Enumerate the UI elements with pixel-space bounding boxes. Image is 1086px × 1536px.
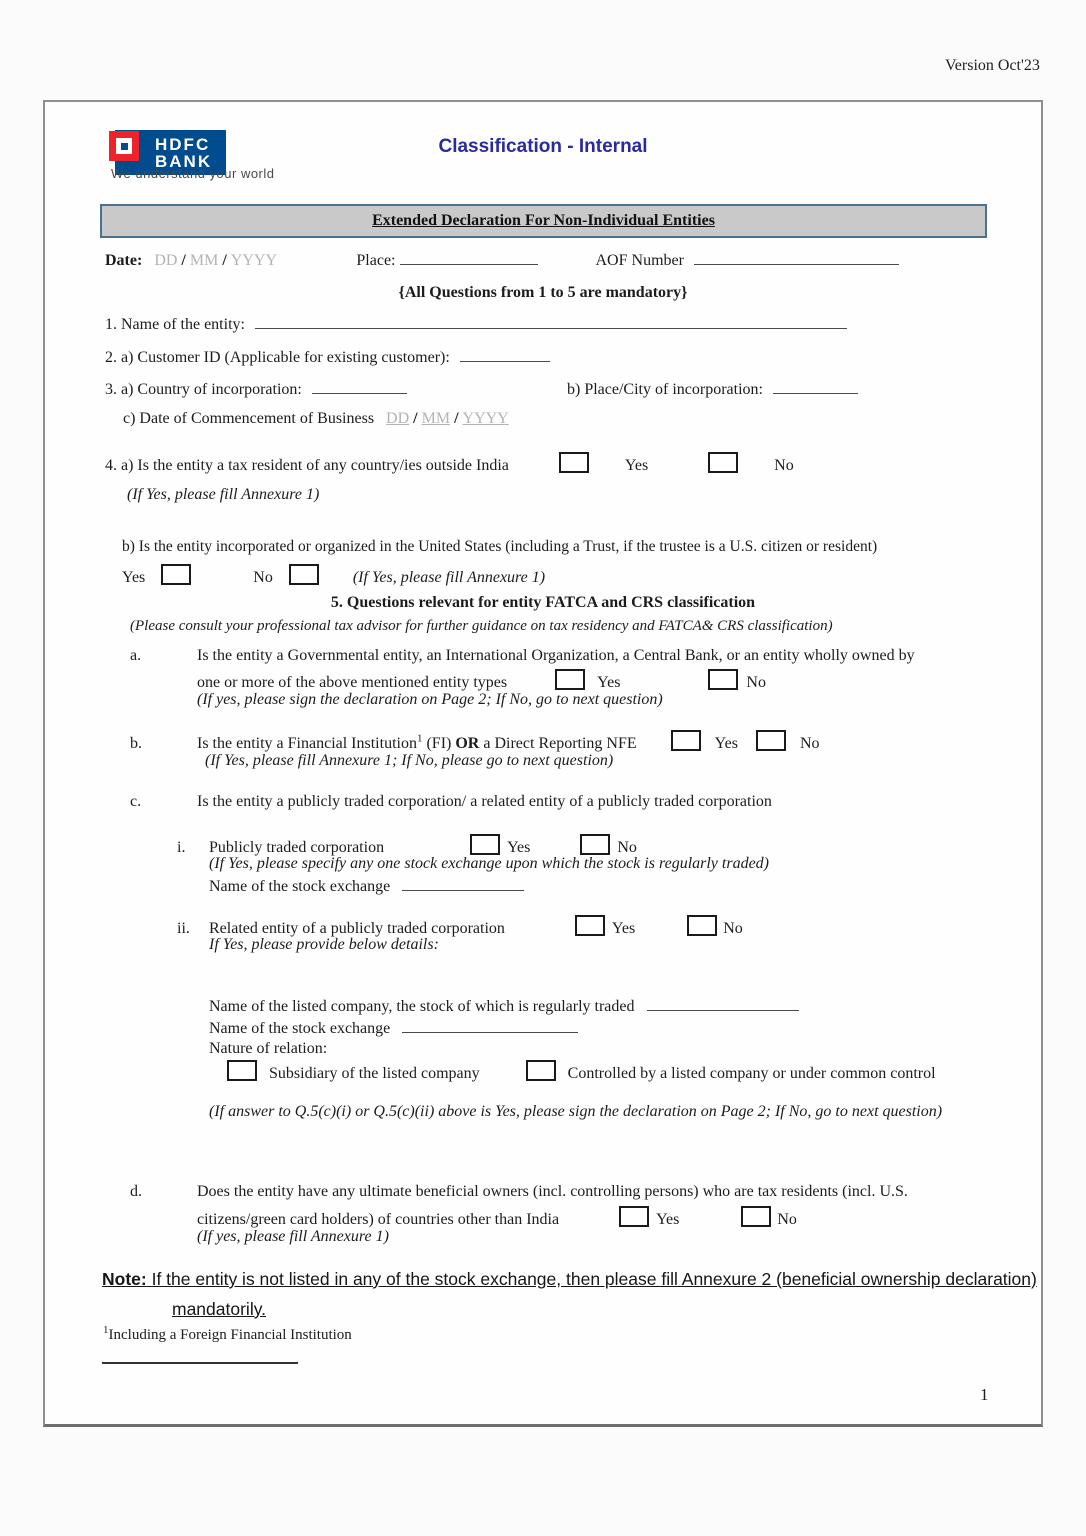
q5a-note: (If yes, please sign the declaration on Page 2; If No, go to next question) <box>197 691 663 708</box>
q5cii-relation-label-row <box>209 1040 327 1058</box>
footnote-text: Including a Foreign Financial Institution <box>108 1327 352 1343</box>
q5b-yes-label: Yes <box>714 735 738 752</box>
q5a-index: a. <box>130 647 142 664</box>
q5b-line <box>130 730 820 753</box>
q5cii-exchange-input-line[interactable] <box>402 1018 578 1033</box>
q5cii-text: Related entity of a publicly traded corporation <box>209 920 505 937</box>
footnote-ref: 1 <box>103 1324 109 1336</box>
checkbox-q5b-no[interactable] <box>756 730 786 751</box>
checkbox-q4a-no[interactable] <box>708 452 738 473</box>
q5-heading: 5. Questions relevant for entity FATCA and CRS classification <box>330 594 756 611</box>
q5c-line <box>130 793 772 811</box>
mandatory-note: {All Questions from 1 to 5 are mandatory} <box>398 284 688 301</box>
q4a-yes-label: Yes <box>624 457 649 474</box>
q5-subheading: (Please consult your professional tax advisor for further guidance on tax residency and FATCA& CRS classification) <box>130 618 833 634</box>
question-3a <box>105 379 407 399</box>
q5cii-note: If Yes, please provide below details: <box>209 936 439 953</box>
checkbox-q5b-yes[interactable] <box>671 730 701 751</box>
q4a-no-label: No <box>774 457 794 474</box>
q4a-label: 4. a) Is the entity a tax resident of any country/ies outside India <box>105 457 509 474</box>
checkbox-q4b-no[interactable] <box>289 564 319 585</box>
form-title: Extended Declaration For Non-Individual Entities <box>372 212 715 229</box>
checkbox-q5ci-no[interactable] <box>580 834 610 855</box>
question-4b: b) Is the entity incorporated or organized in the United States (including a Trust, if the trustee is a U.S. citizen or resident) <box>122 538 878 555</box>
q5c-footer-note: (If answer to Q.5(c)(i) or Q.5(c)(ii) above is Yes, please sign the declaration on Page 2; If No, go to next question) <box>209 1103 943 1120</box>
question-1 <box>105 314 847 334</box>
note-text: If the entity is not listed in any of the stock exchange, then please fill Annexure 2 (beneficial ownership declaration) mandatorily. <box>151 1269 1037 1319</box>
q5ci-line <box>177 834 637 857</box>
q1-input-line[interactable] <box>255 314 847 329</box>
q5b-footnote-ref: 1 <box>416 732 423 745</box>
checkbox-q5cii-yes[interactable] <box>575 915 605 936</box>
q5a-yes-label: Yes <box>597 674 621 691</box>
q5ci-note: (If Yes, please specify any one stock exchange upon which the stock is regularly traded) <box>209 855 770 872</box>
q5a-line1 <box>130 647 915 665</box>
place-input-line[interactable] <box>400 250 538 265</box>
date-dd-field[interactable]: DD <box>154 252 178 269</box>
date-yyyy-field[interactable]: YYYY <box>230 252 277 269</box>
q5d-line2 <box>197 1206 797 1229</box>
checkbox-controlled[interactable] <box>526 1060 556 1081</box>
q3a-input-line[interactable] <box>312 379 407 394</box>
subsidiary-label: Subsidiary of the listed company <box>269 1065 480 1082</box>
q2-input-line[interactable] <box>460 347 550 362</box>
q5ci-exchange-label: Name of the stock exchange <box>209 878 391 895</box>
q5a-text2: one or more of the above mentioned entity types <box>197 674 508 691</box>
q5c-text: Is the entity a publicly traded corporation/ a related entity of a publicly traded corporation <box>197 793 772 810</box>
date-row <box>105 250 899 270</box>
q5d-index: d. <box>130 1183 142 1200</box>
checkbox-q5a-yes[interactable] <box>555 669 585 690</box>
q4b-no-label: No <box>253 569 273 586</box>
question-3c <box>123 410 509 428</box>
q5d-note: (If yes, please fill Annexure 1) <box>197 1228 389 1245</box>
bottom-note <box>102 1265 1064 1325</box>
q5ci-exchange-row <box>209 876 524 896</box>
q3a-label: 3. a) Country of incorporation: <box>105 381 302 398</box>
q5cii-listed-company-label: Name of the listed company, the stock of which is regularly traded <box>209 998 635 1015</box>
q3b-input-line[interactable] <box>773 379 858 394</box>
q5ci-text: Publicly traded corporation <box>209 839 385 856</box>
q5b-text-pre: Is the entity a Financial Institution <box>197 735 417 752</box>
form-title-banner <box>100 204 987 238</box>
q4b-answer-row <box>122 564 545 587</box>
aof-number-input-line[interactable] <box>694 250 899 265</box>
q5d-no-label: No <box>777 1211 797 1228</box>
question-2 <box>105 347 550 367</box>
checkbox-q4a-yes[interactable] <box>559 452 589 473</box>
q5cii-index: ii. <box>177 920 190 937</box>
version-label: Version Oct'23 <box>945 57 1040 74</box>
q5cii-relation-options <box>227 1060 936 1083</box>
q2-label: 2. a) Customer ID (Applicable for existing customer): <box>105 349 450 366</box>
q5d-line1 <box>130 1183 908 1201</box>
q5c-index: c. <box>130 793 142 810</box>
q5cii-no-label: No <box>723 920 743 937</box>
date-separator: / <box>413 410 418 427</box>
form-page <box>43 100 1043 1427</box>
q1-label: 1. Name of the entity: <box>105 316 245 333</box>
note-label: Note: <box>102 1269 147 1289</box>
q5b-index: b. <box>130 735 142 752</box>
q4a-note: (If Yes, please fill Annexure 1) <box>127 486 320 503</box>
controlled-label: Controlled by a listed company or under common control <box>567 1065 936 1082</box>
date-label: Date: <box>105 252 143 269</box>
checkbox-q4b-yes[interactable] <box>161 564 191 585</box>
q5ci-no-label: No <box>617 839 637 856</box>
q5ci-yes-label: Yes <box>507 839 531 856</box>
q4b-note: (If Yes, please fill Annexure 1) <box>352 569 546 586</box>
q5cii-yes-label: Yes <box>611 920 636 937</box>
date-separator: / <box>181 252 186 269</box>
checkbox-q5ci-yes[interactable] <box>470 834 500 855</box>
q3c-mm-field[interactable]: MM <box>421 410 451 427</box>
q5ci-exchange-input-line[interactable] <box>402 876 524 891</box>
q3c-yyyy-field[interactable]: YYYY <box>462 410 509 427</box>
q5d-yes-label: Yes <box>656 1211 680 1228</box>
checkbox-q5d-no[interactable] <box>741 1206 771 1227</box>
footnote-divider <box>102 1362 298 1364</box>
q5b-note: (If Yes, please fill Annexure 1; If No, please go to next question) <box>205 752 614 769</box>
bank-name: HDFC BANK <box>115 130 226 175</box>
date-separator: / <box>222 252 227 269</box>
q5cii-exchange-row <box>209 1018 578 1038</box>
q5cii-listed-company-row <box>209 996 799 1016</box>
checkbox-q5cii-no[interactable] <box>687 915 717 936</box>
q3b-label: b) Place/City of incorporation: <box>567 381 763 398</box>
date-separator: / <box>454 410 459 427</box>
q5b-text-or: OR <box>455 735 480 752</box>
q3c-label: c) Date of Commencement of Business <box>123 410 375 427</box>
q5cii-listed-company-input-line[interactable] <box>647 996 799 1011</box>
question-4a <box>105 452 794 475</box>
q5d-text2: citizens/green card holders) of countries other than India <box>197 1211 560 1228</box>
bank-tagline: We understand your world <box>111 166 275 181</box>
q5a-no-label: No <box>746 674 766 691</box>
checkbox-q5d-yes[interactable] <box>619 1206 649 1227</box>
q5ci-index: i. <box>177 839 186 856</box>
question-3b <box>567 379 858 399</box>
classification-label: Classification - Internal <box>438 136 648 157</box>
page-number: 1 <box>980 1385 989 1404</box>
q5cii-line <box>177 915 743 938</box>
q5d-text1: Does the entity have any ultimate beneficial owners (incl. controlling persons) who are tax residents (incl. U.S. <box>197 1183 908 1200</box>
q5cii-exchange-label: Name of the stock exchange <box>209 1020 391 1037</box>
q5b-text-mid: (FI) <box>422 735 456 752</box>
footnote <box>103 1324 352 1344</box>
q5cii-relation-label: Nature of relation: <box>209 1040 328 1057</box>
q5a-text1: Is the entity a Governmental entity, an International Organization, a Central Bank, or an entity wholly owned by <box>197 647 915 664</box>
aof-number-label: AOF Number <box>595 252 684 269</box>
checkbox-subsidiary[interactable] <box>227 1060 257 1081</box>
checkbox-q5a-no[interactable] <box>708 669 738 690</box>
place-label: Place: <box>356 252 396 269</box>
q4b-yes-label: Yes <box>122 569 146 586</box>
q5b-no-label: No <box>799 735 820 752</box>
date-mm-field[interactable]: MM <box>189 252 219 269</box>
q3c-dd-field[interactable]: DD <box>386 410 410 427</box>
q5b-text-post: a Direct Reporting NFE <box>479 735 637 752</box>
q5a-line2 <box>197 669 766 692</box>
